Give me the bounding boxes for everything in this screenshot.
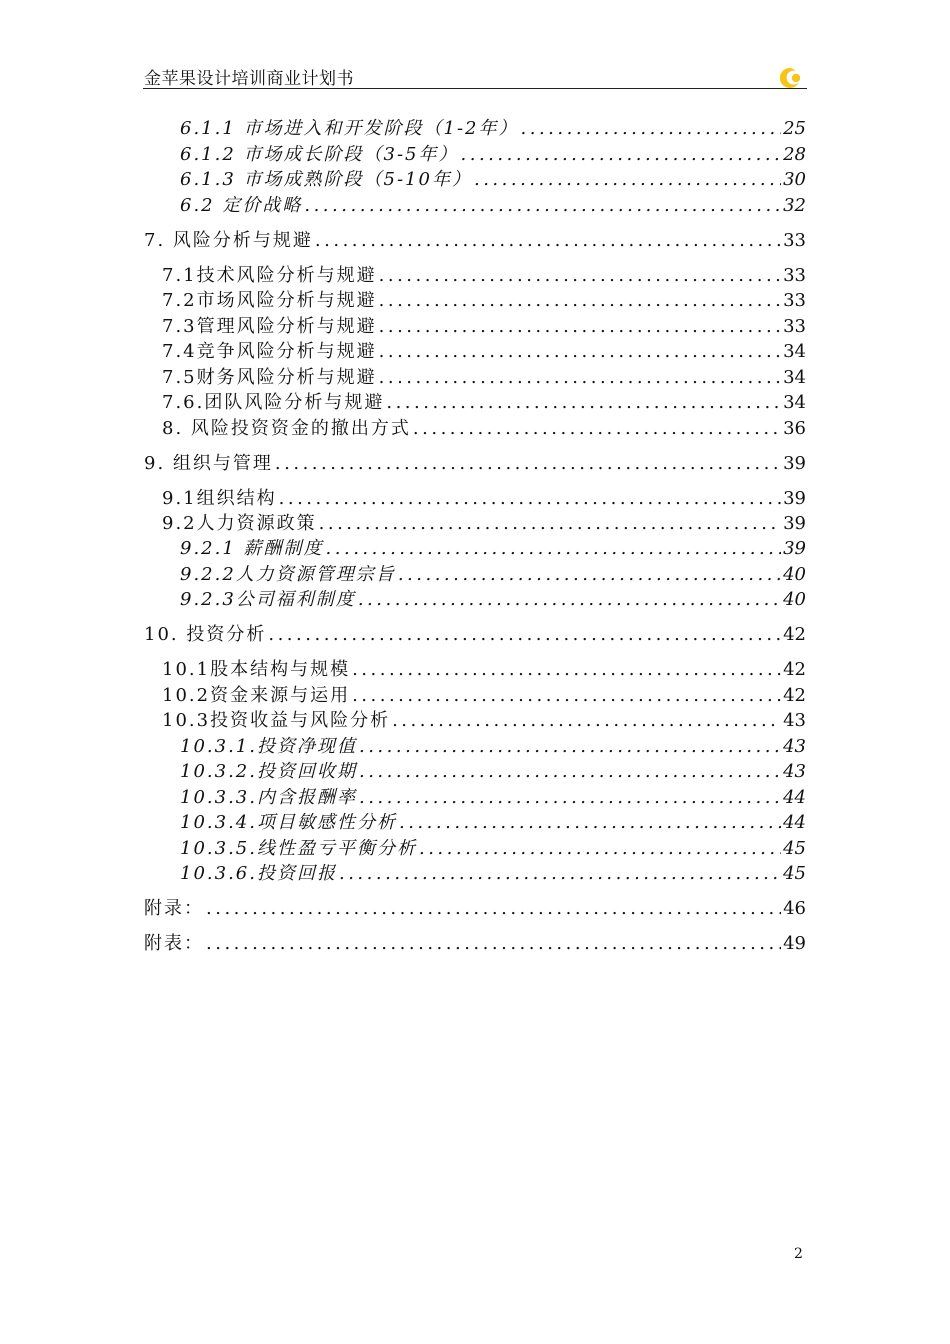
toc-entry-label: 7.1技术风险分析与规避: [162, 265, 377, 286]
page-number: 2: [794, 1246, 803, 1262]
toc-entry-page: 42: [783, 624, 806, 645]
toc-entry-label: 10.1股本结构与规模: [162, 659, 351, 680]
toc-entry[interactable]: [144, 229, 806, 253]
toc-entry[interactable]: [180, 786, 806, 810]
toc-entry-label: 附表：: [144, 933, 204, 954]
toc-entry[interactable]: [162, 340, 806, 364]
toc-entry-page: 36: [783, 418, 806, 439]
toc-entry-label: 7.2市场风险分析与规避: [162, 290, 377, 311]
toc-entry-page: 45: [783, 863, 806, 884]
toc-dot-leader: [379, 289, 781, 313]
header-divider: [143, 88, 807, 89]
toc-entry-page: 44: [783, 787, 806, 808]
toc-entry-label: 6.1.1 市场进入和开发阶段（1-2年）: [180, 118, 519, 139]
toc-dot-leader: [268, 623, 781, 647]
toc-entry-page: 39: [783, 513, 806, 534]
toc-entry-label: 9.2.2人力资源管理宗旨: [180, 564, 396, 585]
toc-entry-label: 10.3.1.投资净现值: [180, 736, 357, 757]
toc-entry-label: 10.3.3.内含报酬率: [180, 787, 357, 808]
toc-entry[interactable]: [162, 391, 806, 415]
toc-dot-leader: [352, 684, 781, 708]
toc-entry-label: 9. 组织与管理: [144, 453, 273, 474]
toc-dot-leader: [386, 391, 781, 415]
toc-entry-page: 45: [783, 838, 806, 859]
toc-entry[interactable]: [180, 862, 806, 886]
toc-dot-leader: [399, 811, 781, 835]
toc-entry[interactable]: [180, 537, 806, 561]
toc-entry-label: 7.6.团队风险分析与规避: [162, 392, 385, 413]
toc-entry-page: 28: [783, 144, 806, 165]
toc-dot-leader: [319, 512, 781, 536]
toc-entry-page: 42: [783, 659, 806, 680]
toc-entry[interactable]: [180, 735, 806, 759]
toc-entry[interactable]: [180, 760, 806, 784]
toc-dot-leader: [359, 735, 781, 759]
toc-entry[interactable]: [162, 289, 806, 313]
toc-entry-page: 39: [783, 538, 806, 559]
toc-entry-label: 10.3.5.线性盈亏平衡分析: [180, 838, 417, 859]
toc-entry-page: 33: [783, 265, 806, 286]
toc-entry-page: 40: [783, 589, 806, 610]
toc-entry-page: 39: [783, 488, 806, 509]
toc-dot-leader: [379, 340, 781, 364]
toc-dot-leader: [392, 709, 781, 733]
toc-entry-label: 10.2资金来源与运用: [162, 685, 351, 706]
toc-dot-leader: [413, 417, 781, 441]
toc-entry-label: 10.3.6.投资回报: [180, 863, 337, 884]
toc-entry-page: 33: [783, 316, 806, 337]
toc-dot-leader: [315, 229, 781, 253]
toc-dot-leader: [206, 897, 781, 921]
toc-entry-page: 49: [783, 933, 806, 954]
toc-entry[interactable]: [162, 417, 806, 441]
toc-entry-page: 25: [783, 118, 806, 139]
toc-entry-page: 34: [783, 341, 806, 362]
toc-entry-page: 42: [783, 685, 806, 706]
toc-entry-page: 43: [783, 710, 806, 731]
toc-entry[interactable]: [180, 811, 806, 835]
toc-entry-label: 9.1组织结构: [162, 488, 277, 509]
toc-entry-label: 7.3管理风险分析与规避: [162, 316, 377, 337]
toc-entry-label: 6.1.3 市场成熟阶段（5-10年）: [180, 169, 472, 190]
toc-dot-leader: [279, 487, 781, 511]
toc-entry[interactable]: [162, 512, 806, 536]
toc-entry-label: 7.5财务风险分析与规避: [162, 367, 377, 388]
toc-dot-leader: [275, 452, 781, 476]
toc-entry-label: 6.2 定价战略: [180, 195, 303, 216]
toc-dot-leader: [474, 168, 781, 192]
toc-dot-leader: [379, 264, 781, 288]
toc-dot-leader: [326, 537, 782, 561]
toc-entry-label: 10.3.2.投资回收期: [180, 761, 357, 782]
toc-dot-leader: [304, 194, 781, 218]
toc-entry-page: 44: [783, 812, 806, 833]
toc-dot-leader: [352, 658, 781, 682]
toc-entry-label: 9.2.3公司福利制度: [180, 589, 356, 610]
toc-entry-page: 34: [783, 392, 806, 413]
toc-entry[interactable]: [162, 264, 806, 288]
toc-entry[interactable]: [162, 684, 806, 708]
toc-entry-label: 7.4竞争风险分析与规避: [162, 341, 377, 362]
toc-entry[interactable]: [162, 658, 806, 682]
toc-dot-leader: [358, 588, 781, 612]
toc-entry[interactable]: [144, 623, 806, 647]
toc-entry[interactable]: [180, 588, 806, 612]
toc-entry-page: 40: [783, 564, 806, 585]
toc-entry-label: 10.3.4.项目敏感性分析: [180, 812, 397, 833]
toc-entry-page: 30: [783, 169, 806, 190]
toc-entry-label: 9.2.1 薪酬制度: [180, 538, 324, 559]
toc-entry-label: 6.1.2 市场成长阶段（3-5年）: [180, 144, 459, 165]
toc-entry-page: 43: [783, 736, 806, 757]
toc-dot-leader: [379, 366, 781, 390]
toc-dot-leader: [359, 760, 781, 784]
toc-entry-label: 10.3投资收益与风险分析: [162, 710, 391, 731]
toc-dot-leader: [419, 837, 781, 861]
toc-entry[interactable]: [144, 452, 806, 476]
toc-entry-label: 7. 风险分析与规避: [144, 230, 313, 251]
toc-entry[interactable]: [180, 194, 806, 218]
toc-entry-page: 33: [783, 230, 806, 251]
toc-entry[interactable]: [144, 897, 806, 921]
toc-entry[interactable]: [180, 837, 806, 861]
toc-entry[interactable]: [180, 168, 806, 192]
toc-dot-leader: [461, 143, 782, 167]
crescent-logo-icon: [776, 66, 802, 90]
toc-dot-leader: [339, 862, 781, 886]
toc-entry[interactable]: [162, 709, 806, 733]
toc-entry[interactable]: [180, 117, 806, 141]
toc-entry[interactable]: [162, 366, 806, 390]
toc-entry[interactable]: [180, 563, 806, 587]
toc-entry-page: 32: [783, 195, 806, 216]
toc-entry-label: 8. 风险投资资金的撤出方式: [162, 418, 411, 439]
toc-dot-leader: [398, 563, 781, 587]
toc-entry[interactable]: [162, 315, 806, 339]
toc-dot-leader: [521, 117, 782, 141]
toc-entry[interactable]: [144, 932, 806, 956]
toc-entry-label: 附录：: [144, 898, 204, 919]
toc-entry-label: 9.2人力资源政策: [162, 513, 317, 534]
toc-entry-page: 34: [783, 367, 806, 388]
document-header-title: 金苹果设计培训商业计划书: [144, 69, 354, 89]
toc-entry-label: 10. 投资分析: [144, 624, 267, 645]
toc-entry[interactable]: [180, 143, 806, 167]
toc-entry-page: 39: [783, 453, 806, 474]
toc-entry[interactable]: [162, 487, 806, 511]
toc-dot-leader: [379, 315, 781, 339]
toc-entry-page: 46: [783, 898, 806, 919]
toc-entry-page: 33: [783, 290, 806, 311]
toc-entry-page: 43: [783, 761, 806, 782]
toc-dot-leader: [359, 786, 781, 810]
toc-dot-leader: [206, 932, 781, 956]
